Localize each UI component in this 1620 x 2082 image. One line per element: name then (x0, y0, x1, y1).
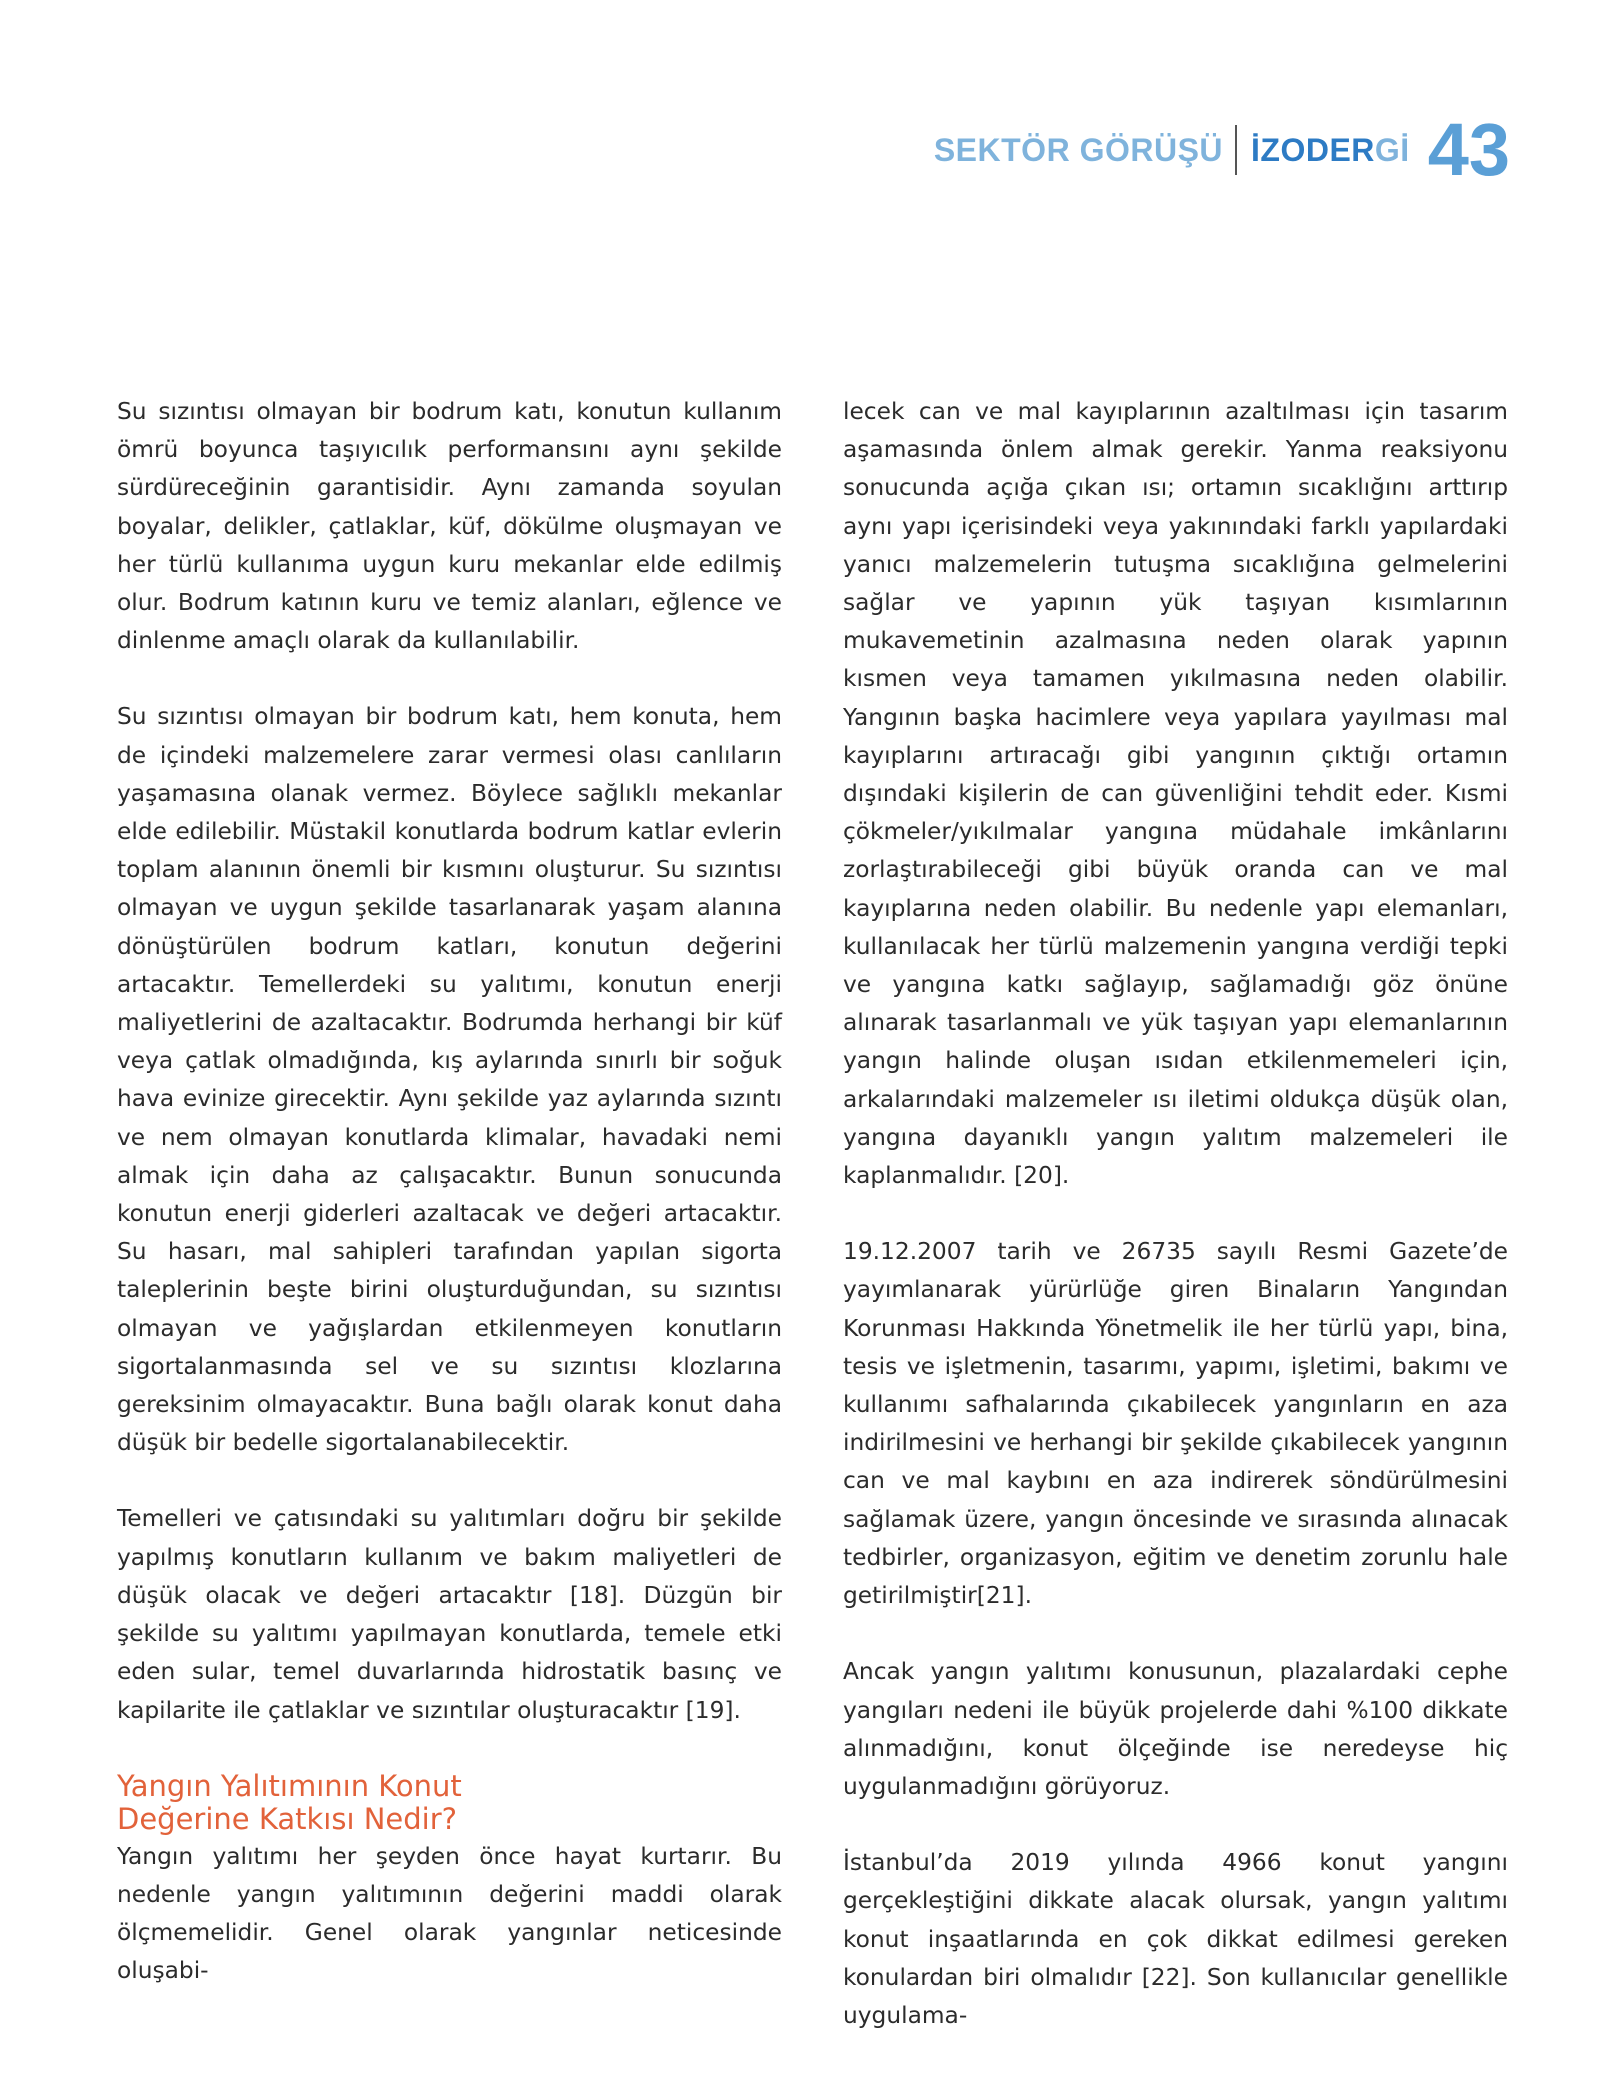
magazine-logo (1251, 132, 1410, 169)
right-column (843, 393, 1508, 2035)
paragraph: Ancak yangın yalıtımı konusunun, plazalardaki cephe yangıları nedeni ile büyük projelerde dahi %100 dikkate alınmadığını, konut ölçeğinde ise neredeyse hiç uygulanmadığını görüyoruz. (843, 1658, 1508, 1800)
header-divider (1235, 125, 1237, 175)
paragraph: lecek can ve mal kayıplarının azaltılması için tasarım aşamasında önlem almak gerekir. Yanma reaksiyonu sonucunda açığa çıkan ısı; ortamın sıcaklığını arttırıp aynı yapı içerisindeki veya yakınındaki farklı yapılardaki yanıcı malzemelerin tutuşma sıcaklığına gelmelerini sağlar ve yapının yük taşıyan kısımlarının mukavemetinin azalmasına neden olarak yapının kısmen veya tamamen yıkılmasına neden olabilir. Yangının başka hacimlere veya yapılara yayılması mal kayıplarını artıracağı gibi yangının çıktığı ortamın dışındaki kişilerin de can güvenliğini tehdit eder. Kısmi çökmeler/yıkılmalar yangına müdahale imkânlarını zorlaştırabileceği gibi büyük oranda can ve mal kayıplarına neden olabilir. Bu nedenle yapı elemanları, kullanılacak her türlü malzemenin yangına verdiği tepki ve yangına katkı sağlayıp, sağlamadığı göz önüne alınarak tasarlanmalı ve yük taşıyan yapı elemanlarının yangın halinde oluşan ısıdan etkilenmemeleri için, arkalarındaki malzemeler ısı iletimi oldukça düşük olan, yangına dayanıklı yangın yalıtım malzemeleri ile kaplanmalıdır. [20]. (843, 398, 1508, 1190)
paragraph: Temelleri ve çatısındaki su yalıtımları doğru bir şekilde yapılmış konutların kullanım ve bakım maliyetleri de düşük olacak ve değeri artacaktır [18]. Düzgün bir şekilde su yalıtımı yapılmayan konutlarda, temele etki eden sular, temel duvarlarında hidrostatik basınç ve kapilarite ile çatlaklar ve sızıntılar oluşturacaktır [19]. (117, 1505, 782, 1724)
left-column (117, 393, 782, 1991)
logo-suffix: Gİ (1374, 131, 1410, 168)
section-heading (117, 1770, 782, 1836)
paragraph: Su sızıntısı olmayan bir bodrum katı, konutun kullanım ömrü boyunca taşıyıcılık performansını aynı şekilde sürdüreceğinin garantisidir. Aynı zamanda soyulan boyalar, delikler, çatlaklar, küf, dökülme oluşmayan ve her türlü kullanıma uygun kuru mekanlar elde edilmiş olur. Bodrum katının kuru ve temiz alanları, eğlence ve dinlenme amaçlı olarak da kullanılabilir. (117, 398, 782, 655)
page-number: 43 (1427, 108, 1510, 191)
paragraph: 19.12.2007 tarih ve 26735 sayılı Resmi Gazete’de yayımlanarak yürürlüğe giren Binaların Yangından Korunması Hakkında Yönetmelik ile her türlü yapı, bina, tesis ve işletmenin, tasarımı, yapımı, işletimi, bakımı ve kullanımı safhalarında çıkabilecek yangınların en aza indirilmesini ve herhangi bir şekilde çıkabilecek yangının can ve mal kaybını en aza indirerek söndürülmesini sağlamak üzere, yangın öncesinde ve sırasında alınacak tedbirler, organizasyon, eğitim ve denetim zorunlu hale getirilmiştir[21]. (843, 1238, 1508, 1610)
page-header (934, 110, 1510, 190)
section-label: SEKTÖR GÖRÜŞÜ (933, 131, 1224, 168)
heading-line-2: Değerine Katkısı Nedir? (117, 1801, 458, 1836)
logo-main: İZODER (1251, 131, 1375, 168)
paragraph: Yangın yalıtımı her şeyden önce hayat kurtarır. Bu nedenle yangın yalıtımının değerini maddi olarak ölçmemelidir. Genel olarak yangınlar neticesinde oluşabi- (117, 1842, 782, 1985)
paragraph: Su sızıntısı olmayan bir bodrum katı, hem konuta, hem de içindeki malzemelere zarar vermesi olası canlıların yaşamasına olanak vermez. Böylece sağlıklı mekanlar elde edilebilir. Müstakil konutlarda bodrum katlar evlerin toplam alanının önemli bir kısmını oluşturur. Su sızıntısı olmayan ve uygun şekilde tasarlanarak yaşam alanına dönüştürülen bodrum katları, konutun değerini artacaktır. Temellerdeki su yalıtımı, konutun enerji maliyetlerini de azaltacaktır. Bodrumda herhangi bir küf veya çatlak olmadığında, kış aylarında sınırlı bir soğuk hava evinize girecektir. Aynı şekilde yaz aylarında sızıntı ve nem olmayan konutlarda klimalar, havadaki nemi almak için daha az çalışacaktır. Bunun sonucunda konutun enerji giderleri azaltacak ve değeri artacaktır. Su hasarı, mal sahipleri tarafından yapılan sigorta taleplerinin beşte birini oluşturduğundan, su sızıntısı olmayan ve yağışlardan etkilenmeyen konutların sigortalanmasında sel ve su sızıntısı klozlarına gereksinim olmayacaktır. Buna bağlı olarak konut daha düşük bir bedelle sigortalanabilecektir. (117, 703, 782, 1457)
paragraph: İstanbul’da 2019 yılında 4966 konut yangını gerçekleştiğini dikkate alacak olursak, yangın yalıtımı konut inşaatlarında en çok dikkat edilmesi gereken konulardan biri olmalıdır [22]. Son kullanıcılar genellikle uygulama- (843, 1849, 1508, 2029)
heading-line-1: Yangın Yalıtımının Konut (117, 1768, 462, 1803)
